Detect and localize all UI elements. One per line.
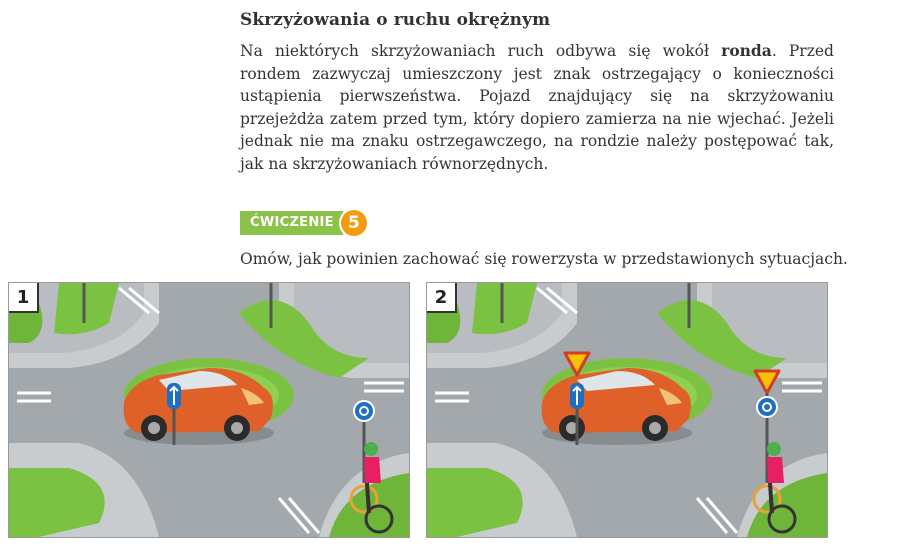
section-title: Skrzyżowania o ruchu okrężnym (240, 10, 551, 30)
panel-number-1: 1 (9, 283, 39, 313)
illustration-panel-2 (426, 282, 828, 538)
car-icon (124, 368, 274, 445)
paragraph-bold-term: ronda (721, 41, 772, 60)
car-icon (542, 368, 692, 445)
exercise-label: ĆWICZENIE (240, 211, 343, 235)
exercise-header (240, 210, 367, 236)
illustration-panel-1 (8, 282, 410, 538)
section-paragraph (240, 40, 834, 175)
roundabout-scene-2 (427, 283, 827, 537)
exercise-number: 5 (341, 210, 367, 236)
exercise-instruction: Omów, jak powinien zachować się rowerzysta w przedstawionych sytuacjach. (240, 250, 848, 268)
paragraph-text-start: Na niektórych skrzyżowaniach ruch odbywa się wokół (240, 42, 722, 60)
roundabout-scene-1 (9, 283, 409, 537)
panel-number-2: 2 (427, 283, 457, 313)
paragraph-text-end: . Przed rondem zazwyczaj umieszczony jest znak ostrzegający o konieczności ustąpienia pierwszeństwa. Pojazd znajdujący się na skrzyżowaniu przejeżdża zatem przed tym, który dopiero zamierza na nie wjechać. Jeżeli jednak nie ma znaku ostrzegawczego, na rondzie należy postępować tak, jak na skrzyżowaniach równorzędnych. (240, 42, 834, 173)
